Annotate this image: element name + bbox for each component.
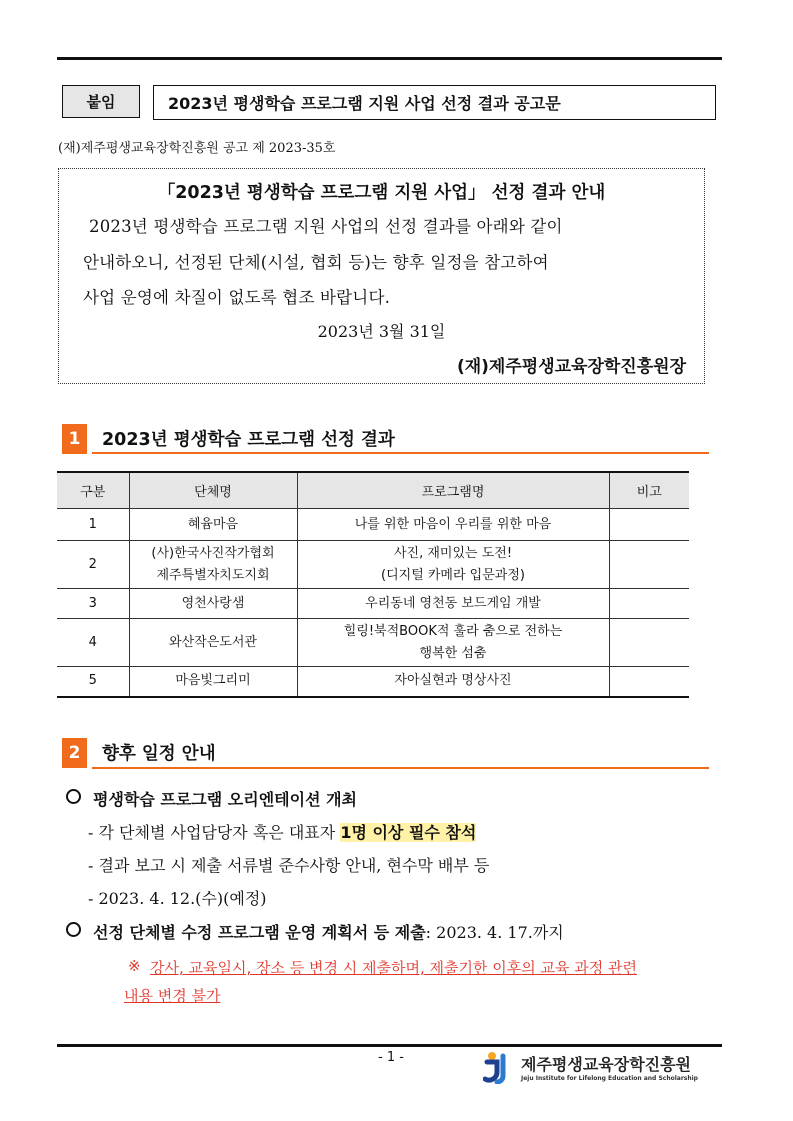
cell-org — [129, 589, 297, 619]
program-line: (디지털 카메라 입문과정) — [381, 567, 525, 583]
table-row — [57, 589, 689, 619]
attendance-text: - 각 단체별 사업담당자 혹은 대표자 — [88, 823, 341, 842]
schedule-item-1-line-2: - 결과 보고 시 제출 서류별 준수사항 안내, 현수막 배부 등 — [88, 856, 490, 875]
cell-note — [609, 667, 689, 697]
cell-no: 1 — [57, 509, 129, 541]
cell-no: 5 — [57, 667, 129, 697]
org-line: 영천사랑샘 — [181, 595, 245, 611]
schedule-item-1-title: 평생학습 프로그램 오리엔테이션 개최 — [93, 790, 358, 809]
schedule-item-2-deadline: : 2023. 4. 17.까지 — [425, 923, 564, 942]
col-header-organization: 단체명 — [129, 472, 297, 509]
program-line: 힐링!북적BOOK적 훌라 춤으로 전하는 — [343, 623, 563, 639]
document-title: 2023년 평생학습 프로그램 지원 사업 선정 결과 공고문 — [153, 85, 716, 120]
notice-line-2: 안내하오니, 선정된 단체(시설, 협회 등)는 향후 일정을 참고하여 — [83, 253, 549, 272]
col-header-program: 프로그램명 — [297, 472, 609, 509]
section-1-underline — [92, 452, 709, 454]
cell-program — [297, 509, 609, 541]
section-2-number: 2 — [62, 738, 87, 768]
table-header-row — [57, 472, 689, 509]
section-2-underline — [92, 767, 709, 769]
cell-note — [609, 589, 689, 619]
results-table — [57, 471, 689, 698]
top-rule — [57, 57, 722, 60]
cell-note — [609, 541, 689, 589]
cell-no: 4 — [57, 619, 129, 667]
notice-number: (재)제주평생교육장학진흥원 공고 제 2023-35호 — [58, 141, 336, 156]
org-line: 혜윰마음 — [187, 516, 239, 532]
schedule-item-2 — [66, 920, 564, 943]
page-number: - 1 - — [378, 1050, 404, 1065]
cell-no: 3 — [57, 589, 129, 619]
table-row — [57, 619, 689, 667]
schedule-item-1 — [66, 787, 357, 810]
cell-program — [297, 619, 609, 667]
schedule-item-1-line-1 — [88, 820, 476, 843]
org-line: (사)한국사진작가협회 — [151, 545, 275, 561]
warning-mark: ※ — [128, 957, 141, 975]
cell-org — [129, 541, 297, 589]
section-1-number: 1 — [62, 424, 87, 454]
org-name-english: Jeju Institute for Lifelong Education and Scholarship — [521, 1075, 698, 1082]
section-2-title: 향후 일정 안내 — [102, 744, 216, 764]
schedule-item-1-line-3: - 2023. 4. 12.(수)(예정) — [88, 889, 267, 908]
program-line: 사진, 재미있는 도전! — [393, 545, 513, 561]
table-row — [57, 541, 689, 589]
warning-line-2: 내용 변경 불가 — [124, 987, 221, 1005]
cell-note — [609, 619, 689, 667]
cell-org — [129, 619, 297, 667]
cell-note — [609, 509, 689, 541]
table-row — [57, 509, 689, 541]
program-line: 행복한 섬춤 — [419, 645, 487, 661]
org-line: 와산작은도서관 — [169, 634, 257, 650]
circle-bullet-icon — [66, 922, 81, 937]
cell-program — [297, 589, 609, 619]
org-line: 마음빛그리미 — [175, 673, 251, 689]
cell-no: 2 — [57, 541, 129, 589]
section-1-title: 2023년 평생학습 프로그램 선정 결과 — [102, 430, 395, 450]
org-name-korean: 제주평생교육장학진흥원 — [521, 1055, 692, 1074]
col-header-remarks: 비고 — [609, 472, 689, 509]
org-logo — [483, 1050, 698, 1088]
notice-line-1: 2023년 평생학습 프로그램 지원 사업의 선정 결과를 아래와 같이 — [89, 217, 563, 236]
schedule-item-2-title: 선정 단체별 수정 프로그램 운영 계획서 등 제출 — [93, 923, 426, 942]
notice-date: 2023년 3월 31일 — [317, 322, 446, 341]
jeju-logo-icon — [483, 1050, 517, 1084]
org-line: 제주특별자치도지회 — [156, 567, 270, 583]
program-line: 자아실현과 명상사진 — [394, 673, 512, 689]
circle-bullet-icon — [66, 789, 81, 804]
cell-org — [129, 509, 297, 541]
warning-line-1: 강사, 교육일시, 장소 등 변경 시 제출하며, 제출기한 이후의 교육 과정 관련 — [150, 959, 637, 977]
notice-box — [58, 168, 705, 384]
cell-org — [129, 667, 297, 697]
notice-title: 「2023년 평생학습 프로그램 지원 사업」 선정 결과 안내 — [157, 183, 606, 203]
cell-program — [297, 667, 609, 697]
footer-rule — [57, 1044, 722, 1047]
attachment-tag: 붙임 — [62, 85, 140, 118]
attendance-highlight: 1명 이상 필수 참석 — [340, 823, 477, 842]
notice-signature: (재)제주평생교육장학진흥원장 — [456, 357, 686, 377]
table-row — [57, 667, 689, 697]
col-header-category: 구분 — [57, 472, 129, 509]
cell-program — [297, 541, 609, 589]
program-line: 우리동네 영천동 보드게임 개발 — [365, 595, 541, 611]
notice-line-3: 사업 운영에 차질이 없도록 협조 바랍니다. — [83, 288, 391, 307]
program-line: 나를 위한 마음이 우리를 위한 마음 — [354, 516, 552, 532]
